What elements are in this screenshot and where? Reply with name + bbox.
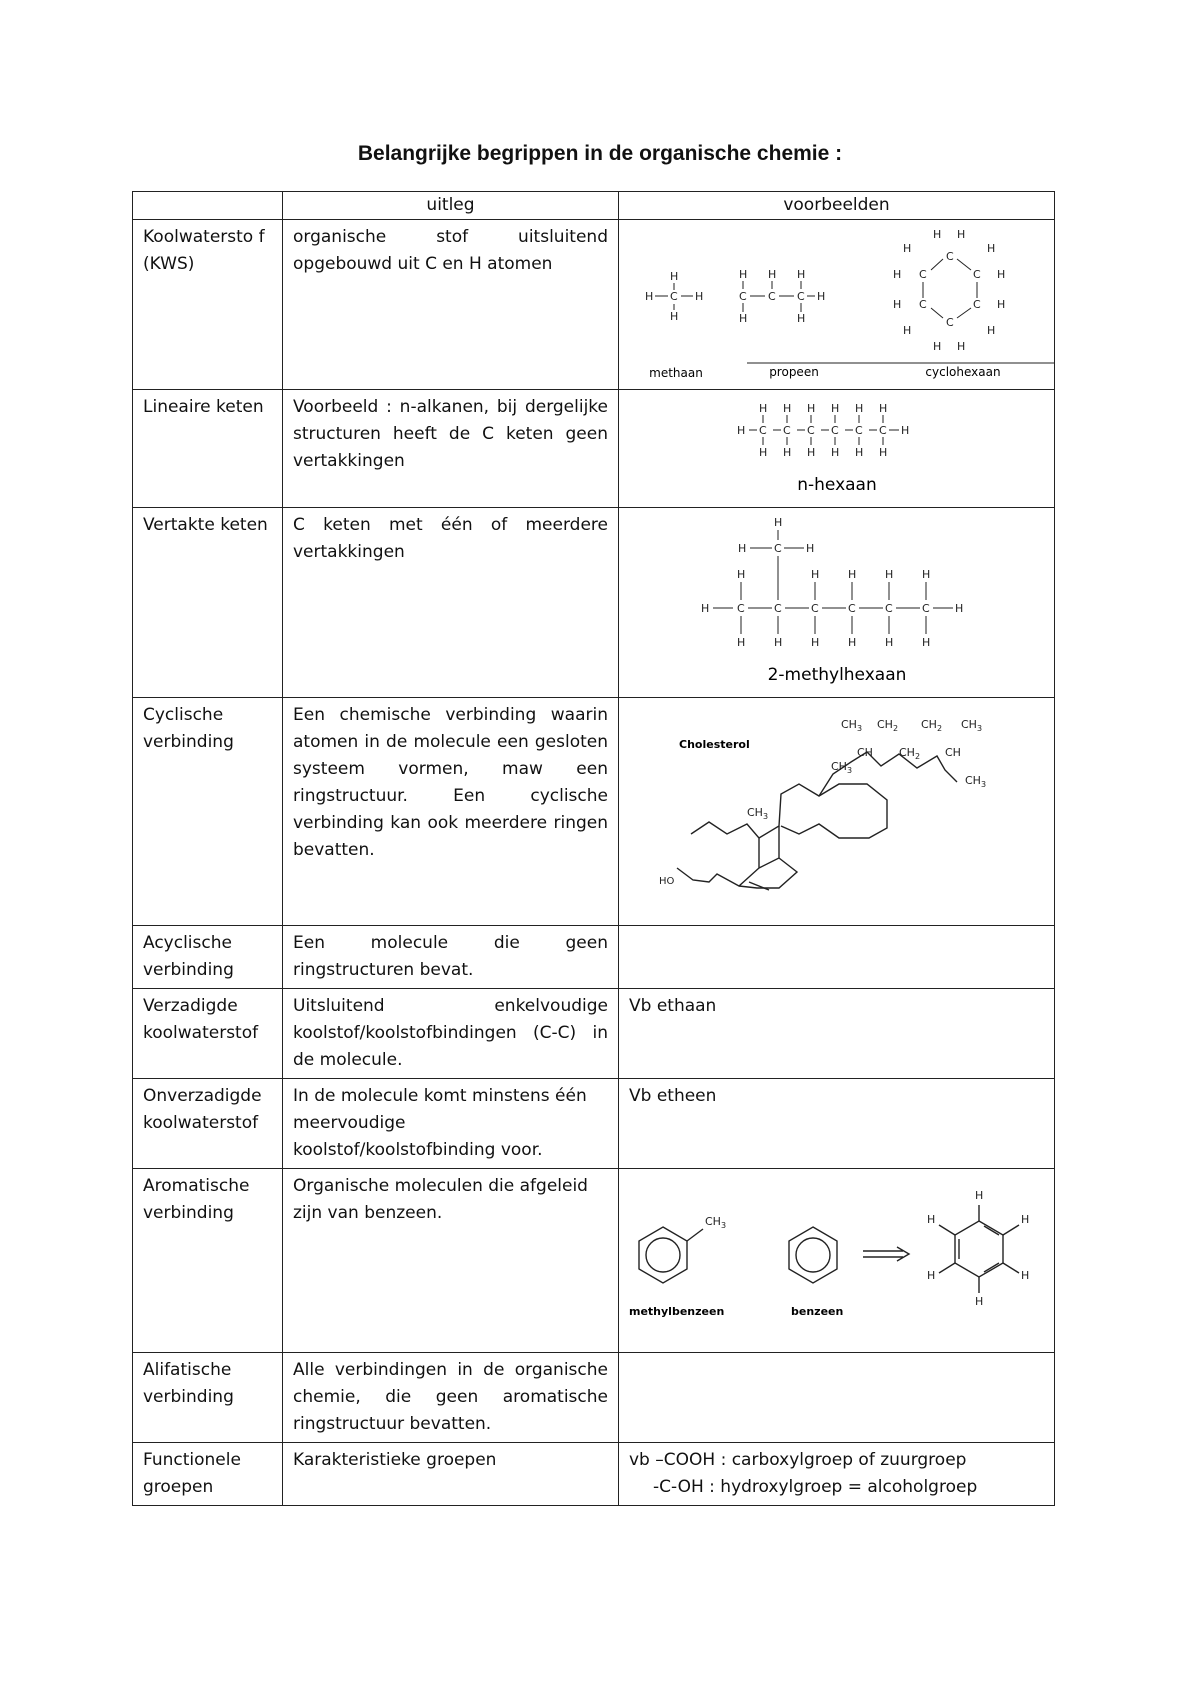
svg-text:H: H	[797, 268, 806, 281]
atom-h: H	[759, 446, 768, 459]
header-voorbeelden: voorbeelden	[619, 192, 1055, 220]
propene-structure	[739, 268, 825, 325]
svg-text:H: H	[670, 310, 679, 323]
example-cell: Vb ethaan	[619, 989, 1055, 1079]
term-cell: Acyclische verbinding	[133, 926, 283, 989]
concepts-table	[132, 191, 1055, 1506]
svg-text:H: H	[893, 268, 902, 281]
uitleg-cell: Karakteristieke groepen	[283, 1443, 619, 1506]
methane-structure	[645, 270, 703, 323]
term-cell: Lineaire keten	[133, 390, 283, 508]
header-term	[133, 192, 283, 220]
atom-h: H	[806, 542, 815, 555]
atom-c: C	[774, 542, 782, 555]
svg-text:H: H	[739, 268, 748, 281]
svg-text:H: H	[903, 324, 912, 337]
atom-h: H	[701, 602, 710, 615]
svg-text:CH2: $CH_2$	[921, 718, 943, 733]
page-title: Belangrijke begrippen in de organische chemie :	[357, 142, 843, 165]
cholesterol-structure	[619, 698, 1055, 916]
example-cell	[619, 926, 1055, 989]
atom-h: H	[901, 424, 910, 437]
atom-h: H	[855, 402, 864, 415]
term-cell: Verzadigde koolwaterstof	[133, 989, 283, 1079]
cyclohexane-structure	[893, 228, 1005, 353]
atom-h: H	[831, 402, 840, 415]
term-cell: Vertakte keten	[133, 508, 283, 698]
label-methaan: methaan	[649, 366, 703, 380]
atom-h: H	[831, 446, 840, 459]
term-cell: Functionele groepen	[133, 1443, 283, 1506]
svg-text:H: H	[893, 298, 902, 311]
table-row	[133, 926, 1055, 989]
svg-text:CH3: $CH_3$	[747, 806, 769, 821]
svg-text:C: C	[973, 268, 981, 281]
uitleg-cell: Organische moleculen die afgeleid zijn van benzeen.	[283, 1169, 619, 1353]
svg-text:H: H	[997, 298, 1006, 311]
svg-text:H: H	[987, 324, 996, 337]
svg-text:H: H	[987, 242, 996, 255]
atom-c: C	[807, 424, 815, 437]
atom-h: H	[783, 446, 792, 459]
svg-text:C: C	[739, 290, 747, 303]
svg-text:C: C	[768, 290, 776, 303]
example-line-2: -C-OH : hydroxylgroep = alcoholgroep	[653, 1477, 978, 1497]
term-cell: Aromatische verbinding	[133, 1169, 283, 1353]
atom-h: H	[737, 424, 746, 437]
hydrocarbon-structures	[619, 220, 1055, 380]
atom-h: H	[774, 516, 783, 529]
svg-text:CH2: $CH_2$	[899, 746, 921, 761]
atom-h: H	[955, 602, 964, 615]
svg-text:H: H	[927, 1213, 936, 1226]
svg-text:CH3: $CH_3$	[965, 774, 987, 789]
svg-text:H: H	[1021, 1269, 1030, 1282]
svg-text:CH3: $CH_3$	[961, 718, 983, 733]
svg-text:CH: CH	[857, 746, 873, 759]
svg-text:H: H	[817, 290, 826, 303]
svg-text:CH: CH	[945, 746, 961, 759]
atom-h: H	[885, 636, 894, 649]
uitleg-cell: Voorbeeld : n-alkanen, bij dergelijke structuren heeft de C keten geen vertakkingen	[283, 390, 619, 508]
atom-h: H	[879, 446, 888, 459]
svg-text:CH3: $CH_3$	[831, 760, 853, 775]
atom-c: C	[855, 424, 863, 437]
atom-c: C	[879, 424, 887, 437]
atom-c: C	[774, 602, 782, 615]
table-row	[133, 390, 1055, 508]
atom-h: H	[783, 402, 792, 415]
table-row	[133, 698, 1055, 926]
example-cell	[619, 390, 1055, 508]
svg-text:H: H	[670, 270, 679, 283]
svg-text:C: C	[919, 298, 927, 311]
atom-c: C	[783, 424, 791, 437]
table-header-row	[133, 192, 1055, 220]
uitleg-cell: Een molecule die geen ringstructuren bevat.	[283, 926, 619, 989]
term-cell: Cyclische verbinding	[133, 698, 283, 926]
table-row	[133, 1353, 1055, 1443]
svg-text:H: H	[927, 1269, 936, 1282]
aromatic-structures	[619, 1169, 1055, 1343]
example-cell	[619, 508, 1055, 698]
svg-text:H: H	[933, 340, 942, 353]
label-cyclohexaan: cyclohexaan	[925, 365, 1001, 379]
atom-h: H	[774, 636, 783, 649]
svg-text:H: H	[975, 1189, 984, 1202]
atom-h: H	[811, 568, 820, 581]
atom-c: C	[737, 602, 745, 615]
uitleg-cell: Uitsluitend enkelvoudige koolstof/koolstofbindingen (C-C) in de molecule.	[283, 989, 619, 1079]
atom-h: H	[922, 636, 931, 649]
svg-text:H: H	[933, 228, 942, 241]
svg-text:H: H	[768, 268, 777, 281]
example-cell	[619, 1353, 1055, 1443]
label-methylbenzeen: methylbenzeen	[629, 1305, 725, 1318]
atom-c: C	[831, 424, 839, 437]
table-row	[133, 1169, 1055, 1353]
uitleg-cell: Alle verbindingen in de organische chemie, die geen aromatische ringstructuur bevatten.	[283, 1353, 619, 1443]
n-hexane-structure	[619, 390, 1055, 498]
svg-text:C: C	[919, 268, 927, 281]
table-row	[133, 220, 1055, 390]
svg-text:CH3: $CH_3$	[841, 718, 863, 733]
atom-h: H	[855, 446, 864, 459]
example-cell: Vb etheen	[619, 1079, 1055, 1169]
atom-h: H	[737, 568, 746, 581]
uitleg-cell: In de molecule komt minstens één meervoudige koolstof/koolstofbinding voor.	[283, 1079, 619, 1169]
atom-c: C	[922, 602, 930, 615]
term-cell: Onverzadigde koolwaterstof	[133, 1079, 283, 1169]
atom-h: H	[922, 568, 931, 581]
svg-text:H: H	[1021, 1213, 1030, 1226]
svg-text:C: C	[946, 250, 954, 263]
atom-h: H	[807, 446, 816, 459]
atom-h: H	[759, 402, 768, 415]
atom-c: C	[811, 602, 819, 615]
example-cell	[619, 1443, 1055, 1506]
label-2-methylhexaan: 2-methylhexaan	[767, 665, 907, 685]
atom-h: H	[811, 636, 820, 649]
atom-h: H	[807, 402, 816, 415]
svg-text:H: H	[645, 290, 654, 303]
svg-text:H: H	[797, 312, 806, 325]
svg-text:H: H	[739, 312, 748, 325]
svg-text:H: H	[957, 340, 966, 353]
svg-text:H: H	[695, 290, 704, 303]
svg-text:CH2: $CH_2$	[877, 718, 899, 733]
svg-text:C: C	[946, 316, 954, 329]
table-row	[133, 508, 1055, 698]
svg-text:HO: HO	[659, 876, 675, 887]
uitleg-cell: Een chemische verbinding waarin atomen in de molecule een gesloten systeem vormen, maw een ringstructuur. Een cyclische verbinding kan ook meerdere ringen bevatten.	[283, 698, 619, 926]
term-cell: Alifatische verbinding	[133, 1353, 283, 1443]
header-uitleg: uitleg	[283, 192, 619, 220]
example-cell	[619, 698, 1055, 926]
svg-text:C: C	[797, 290, 805, 303]
atom-c: C	[885, 602, 893, 615]
label-benzeen: benzeen	[791, 1305, 844, 1318]
label-propeen: propeen	[769, 365, 819, 379]
atom-c: C	[759, 424, 767, 437]
label-cholesterol: Cholesterol	[679, 738, 750, 751]
atom-h: H	[885, 568, 894, 581]
methylhexane-structure	[619, 508, 1055, 688]
atom-h: H	[879, 402, 888, 415]
svg-text:H: H	[903, 242, 912, 255]
svg-text:H: H	[997, 268, 1006, 281]
atom-h: H	[738, 542, 747, 555]
table-row	[133, 1079, 1055, 1169]
atom-c: C	[848, 602, 856, 615]
label-n-hexaan: n-hexaan	[797, 475, 877, 495]
svg-text:H: H	[975, 1295, 984, 1308]
uitleg-cell: C keten met één of meerdere vertakkingen	[283, 508, 619, 698]
svg-text:H: H	[957, 228, 966, 241]
uitleg-cell: organische stof uitsluitend opgebouwd uit C en H atomen	[283, 220, 619, 390]
term-cell: Koolwatersto f (KWS)	[133, 220, 283, 390]
svg-text:C: C	[670, 290, 678, 303]
table-row	[133, 989, 1055, 1079]
atom-h: H	[848, 636, 857, 649]
atom-h: H	[848, 568, 857, 581]
example-cell	[619, 220, 1055, 390]
example-cell	[619, 1169, 1055, 1353]
table-row	[133, 1443, 1055, 1506]
svg-text:CH3: $CH_3$	[705, 1215, 727, 1230]
atom-h: H	[737, 636, 746, 649]
example-line-1: vb –COOH : carboxylgroep of zuurgroep	[629, 1450, 967, 1470]
svg-text:C: C	[973, 298, 981, 311]
